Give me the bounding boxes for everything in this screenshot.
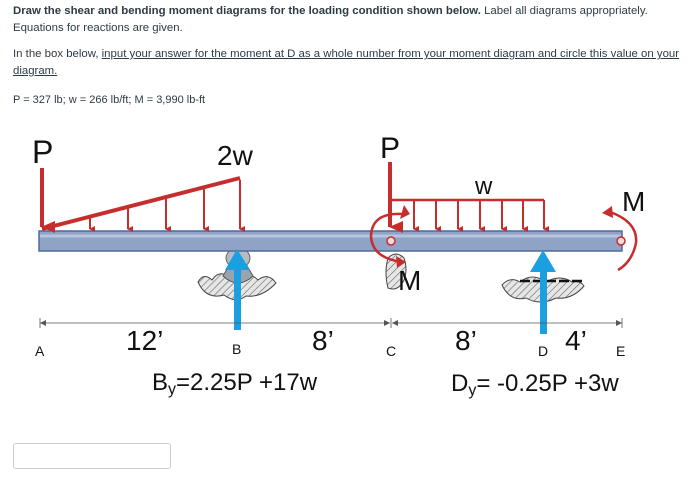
hinge-moment-arrowhead: [400, 205, 410, 219]
moment-M-arrowhead: [602, 206, 613, 218]
triangular-load-top: [42, 178, 240, 229]
instructions-rest: Label all diagrams appropriately. Equations for reactions are given.: [13, 5, 648, 34]
hinge-C: [387, 237, 395, 245]
answer-prompt-pre: In the box below,: [13, 48, 102, 60]
label-8ft-right: 8’: [455, 325, 477, 356]
point-C: C: [386, 343, 397, 359]
end-E-marker: [617, 237, 625, 245]
point-B: B: [232, 341, 242, 357]
label-2w: 2w: [217, 140, 253, 171]
point-D: D: [538, 343, 549, 359]
point-E: E: [616, 343, 626, 359]
eq-Dy-main: D: [451, 370, 469, 397]
uniform-load-arrows: [414, 200, 544, 229]
eq-By-sub: y: [168, 381, 177, 398]
eq-By-text: =2.25P +17w: [176, 369, 318, 396]
eq-By-main: B: [152, 369, 169, 396]
moment-answer-input[interactable]: [13, 443, 171, 469]
label-P-left: P: [32, 134, 54, 170]
label-8ft-left: 8’: [312, 325, 334, 356]
instructions-bold: Draw the shear and bending moment diagrams for the loading condition shown below.: [13, 5, 481, 17]
label-w: w: [475, 173, 493, 200]
label-4ft: 4’: [565, 325, 587, 356]
point-A: A: [35, 343, 45, 359]
eq-Dy-text: = -0.25P +3w: [476, 370, 619, 397]
eq-Dy-sub: y: [468, 382, 477, 399]
label-M-right: M: [622, 186, 646, 217]
equation-By: [152, 369, 318, 398]
triangular-load-arrows: [90, 180, 240, 229]
label-M-hinge: M: [398, 265, 422, 296]
svg-text:Dy= -0.25P +3w: [451, 370, 619, 399]
beam: [39, 231, 622, 251]
label-P-mid: P: [380, 132, 401, 165]
equation-Dy: [451, 370, 619, 399]
answer-prompt-underlined: input your answer for the moment at D as a whole number from your moment diagram and circle this value on your diagram.: [13, 48, 680, 77]
given-values: P = 327 lb; w = 266 lb/ft; M = 3,990 lb-ft: [13, 94, 206, 106]
svg-text:By=2.25P +17w: [152, 369, 318, 398]
label-12ft: 12’: [126, 325, 164, 356]
